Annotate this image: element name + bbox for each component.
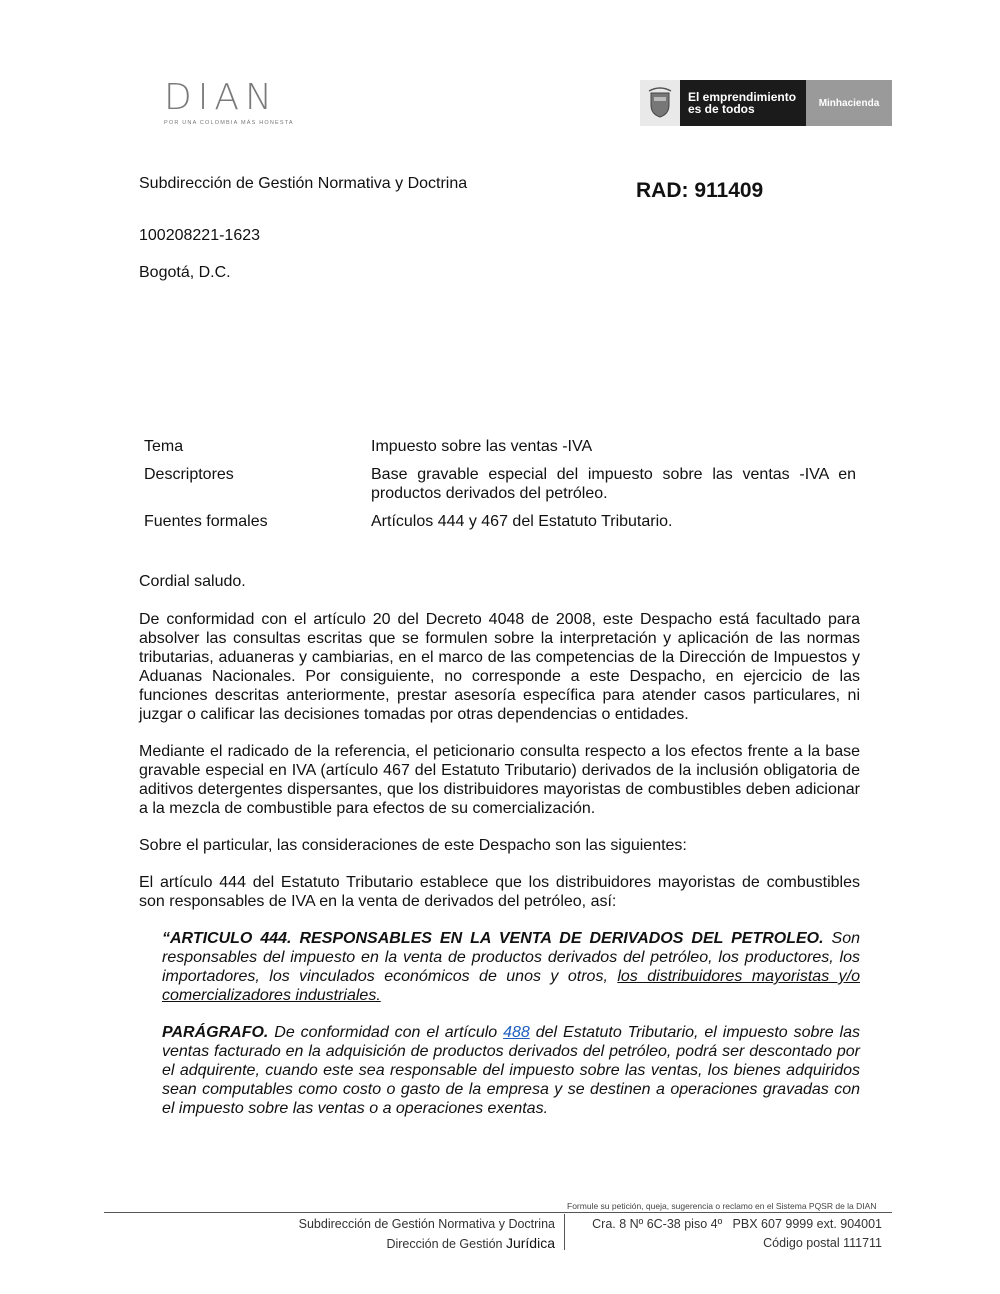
dian-logo: [164, 77, 324, 128]
paragraph-4: El artículo 444 del Estatuto Tributario establece que los distribuidores mayoristas de combustibles son responsables de IVA en la venta de derivados del petróleo, así:: [139, 874, 860, 910]
article-488-link[interactable]: 488: [503, 1024, 530, 1041]
footer-divider: [104, 1212, 892, 1213]
footer-office-line2: [299, 1234, 555, 1254]
gov-slogan-line1: El emprendimiento: [688, 90, 797, 104]
rad-number: RAD: 911409: [636, 179, 764, 202]
table-label: Fuentes formales: [144, 513, 268, 530]
article-444-quote: [162, 929, 860, 1005]
government-banner: [640, 80, 892, 126]
paragrafo-text-2: del Estatuto Tributario, el impuesto sobre las ventas facturado en la adquisición de productos derivados del petróleo, podrá ser descontado por el adquirente, cuando este sea responsable del impuesto sobre las ventas, los bienes adquiridos sean computables como costo o gasto de la empresa y se destinen a operaciones gravadas con el impuesto sobre las ventas o a operaciones exentas.: [162, 1024, 861, 1117]
footer-address-line1: Cra. 8 Nº 6C-38 piso 4º PBX 607 9999 ext. 904001: [592, 1217, 882, 1231]
table-label: Descriptores: [144, 466, 234, 483]
table-value: Artículos 444 y 467 del Estatuto Tributario.: [371, 513, 673, 530]
gov-slogan: [680, 80, 806, 126]
dian-logo-tagline: POR UNA COLOMBIA MÁS HONESTA: [164, 120, 294, 126]
dian-logo-text: DIAN: [164, 77, 278, 118]
footer-pqsr-note: Formule su petición, queja, sugerencia o reclamo en el Sistema PQSR de la DIAN: [567, 1201, 877, 1211]
paragraph-2: Mediante el radicado de la referencia, el peticionario consulta respecto a los efectos frente a la base gravable especial en IVA (artículo 467 del Estatuto Tributario) derivados de la inclusión obligatoria de aditivos detergentes dispersantes, que los distribuidores mayoristas de combustibles deben adicionar a la mezcla de combustible para efectos de su comercialización.: [139, 743, 860, 817]
gov-ministry: Minhacienda: [806, 80, 892, 126]
footer-address-line2: Código postal 111711: [763, 1236, 882, 1250]
article-title: “ARTICULO 444. RESPONSABLES EN LA VENTA DE DERIVADOS DEL PETROLEO.: [162, 930, 824, 947]
greeting: Cordial saludo.: [139, 573, 246, 590]
coat-of-arms-icon: [640, 80, 680, 126]
paragrafo-quote: [162, 1023, 860, 1118]
footer-office-line2-b: Jurídica: [505, 1235, 555, 1251]
paragraph-1: De conformidad con el artículo 20 del Decreto 4048 de 2008, este Despacho está facultado para absolver las consultas escritas que se formulen sobre la interpretación y aplicación de las normas tributarias, aduaneras y cambiarias, en el marco de las competencias de la Dirección de Impuestos y Aduanas Nacionales. Por consiguiente, no corresponde a este Despacho, en ejercicio de las funciones descritas anteriormente, prestar asesoría específica para atender casos particulares, ni juzgar o calificar las decisiones tomadas por otras dependencias o entidades.: [139, 611, 860, 723]
table-value: Impuesto sobre las ventas -IVA: [371, 438, 593, 455]
article-underlined-text: los distribuidores mayoristas y/o comercializadores industriales.: [162, 968, 860, 1004]
table-label: Tema: [144, 438, 184, 455]
table-value: Base gravable especial del impuesto sobre las ventas -IVA en productos derivados del petróleo.: [371, 466, 856, 502]
paragrafo-title: PARÁGRAFO.: [162, 1024, 269, 1041]
paragraph-3: Sobre el particular, las consideraciones de este Despacho son las siguientes:: [139, 837, 687, 854]
footer-address: [592, 1215, 882, 1253]
city-date: Bogotá, D.C.: [139, 264, 231, 281]
gov-slogan-line2: es de todos: [688, 102, 755, 116]
footer-office: [299, 1215, 555, 1254]
footer-office-line1: Subdirección de Gestión Normativa y Doctrina: [298, 1217, 555, 1231]
footer-office-line2-a: Dirección de Gestión: [386, 1237, 506, 1251]
paragrafo-text-1: De conformidad con el artículo: [268, 1024, 504, 1041]
article-text: Son responsables del impuesto en la venta de productos derivados del petróleo, los productores, los importadores, los vinculados económicos de unos y otros,: [162, 930, 860, 985]
footer-vertical-divider: [564, 1214, 565, 1250]
reference-number: 100208221-1623: [139, 227, 261, 244]
office-name: Subdirección de Gestión Normativa y Doctrina: [139, 175, 468, 192]
